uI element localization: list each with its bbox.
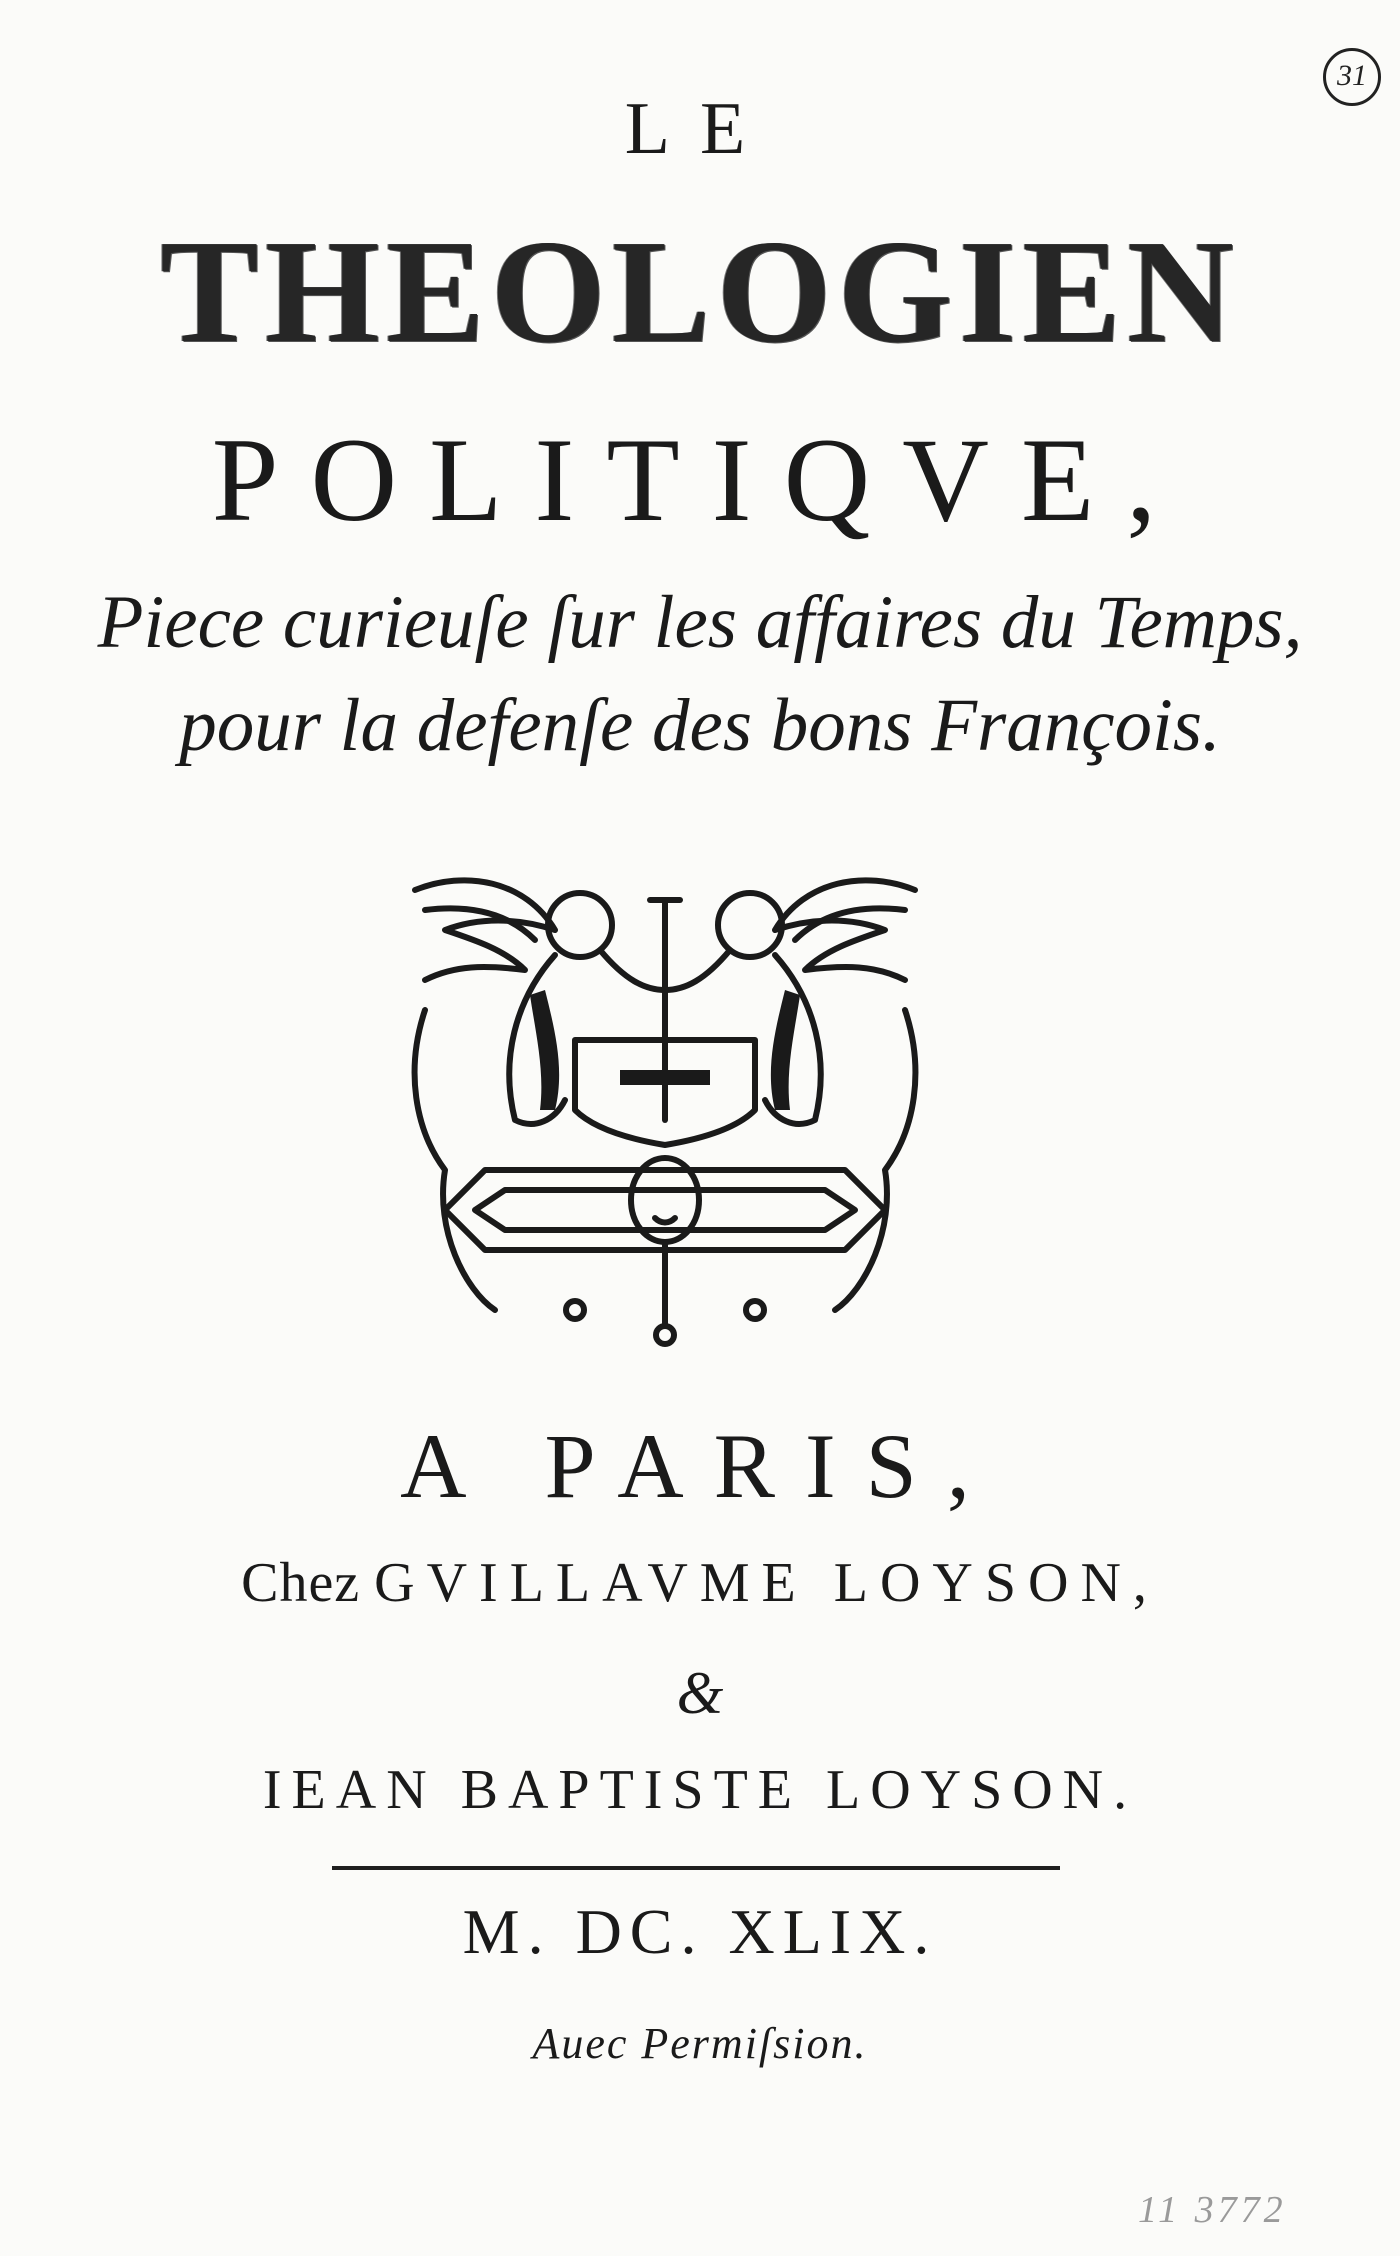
shelf-mark: 11 3772	[1138, 2189, 1287, 2231]
imprint-ampersand: &	[676, 1660, 724, 1726]
imprint-printer-2: IEAN BAPTISTE LOYSON.	[262, 1759, 1138, 1821]
printers-device-ornament-icon	[405, 870, 925, 1350]
imprint-printer-1: GVILLAVME LOYSON,	[374, 1552, 1159, 1614]
permission-note: Auec Permiſsion.	[532, 2019, 868, 2068]
subtitle-line-1: Piece curieuſe ſur les affaires du Temps,	[97, 581, 1303, 664]
imprint-printer-line	[0, 1552, 1400, 1614]
folio-number: 31	[1323, 48, 1381, 106]
imprint-year: M. DC. XLIX.	[462, 1896, 938, 1967]
imprint-chez-label: Chez	[241, 1552, 361, 1614]
title-second-line: POLITIQVE,	[211, 413, 1189, 546]
title-main: THEOLOGIEN	[160, 210, 1240, 374]
title-article: LE	[624, 88, 776, 170]
divider-rule	[332, 1866, 1060, 1870]
subtitle-line-2: pour la defenſe des bons François.	[179, 684, 1221, 767]
imprint-place: A PARIS,	[400, 1415, 1000, 1517]
